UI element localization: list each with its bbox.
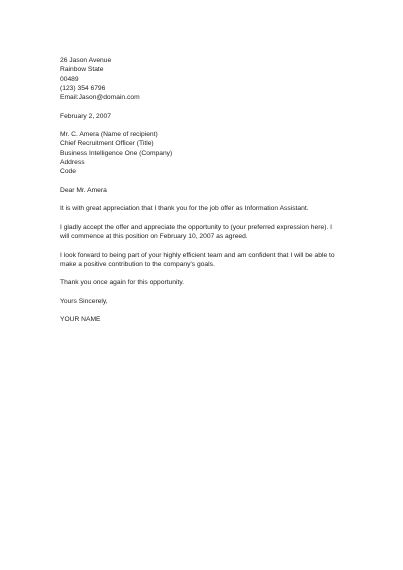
recipient-code: Code	[60, 168, 76, 176]
body-paragraph-2	[60, 223, 343, 242]
closing: Yours Sincerely,	[60, 297, 108, 305]
body-paragraph-2-line-2: will commence at this position on February 10, 2007 as agreed.	[60, 233, 248, 241]
recipient-name: Mr. C. Amera (Name of recipient)	[60, 131, 158, 139]
body-paragraph-3-line-2: make a positive contribution to the company's goals.	[60, 260, 215, 268]
salutation: Dear Mr. Amera	[60, 186, 107, 194]
sender-zip: 00489	[60, 75, 79, 83]
signature-name: YOUR NAME	[60, 316, 101, 324]
sender-email: Email:Jason@domain.com	[60, 94, 140, 102]
sender-phone: (123) 354 6796	[60, 84, 106, 92]
letter-date: February 2, 2007	[60, 112, 111, 120]
body-paragraph-4-text: Thank you once again for this opportunity.	[60, 279, 185, 287]
sender-address	[60, 56, 343, 102]
body-paragraph-1-text: It is with great appreciation that I thank you for the job offer as Information Assistant.	[60, 205, 309, 213]
recipient-address-line: Address	[60, 159, 85, 167]
body-paragraph-4	[60, 278, 343, 287]
body-paragraph-3-line-1: I look forward to being part of your highly efficient team and am confident that I will be able to	[60, 251, 335, 259]
body-paragraph-2-line-1: I gladly accept the offer and appreciate the opportunity to (your preferred expression here). I	[60, 223, 332, 231]
sender-street: 26 Jason Avenue	[60, 57, 112, 64]
body-paragraph-1	[60, 204, 343, 213]
recipient-address	[60, 130, 343, 176]
recipient-company: Business Intelligence One (Company)	[60, 149, 173, 157]
recipient-title: Chief Recruitment Officer (Title)	[60, 140, 154, 148]
body-paragraph-3	[60, 251, 343, 270]
sender-state: Rainbow State	[60, 66, 104, 74]
